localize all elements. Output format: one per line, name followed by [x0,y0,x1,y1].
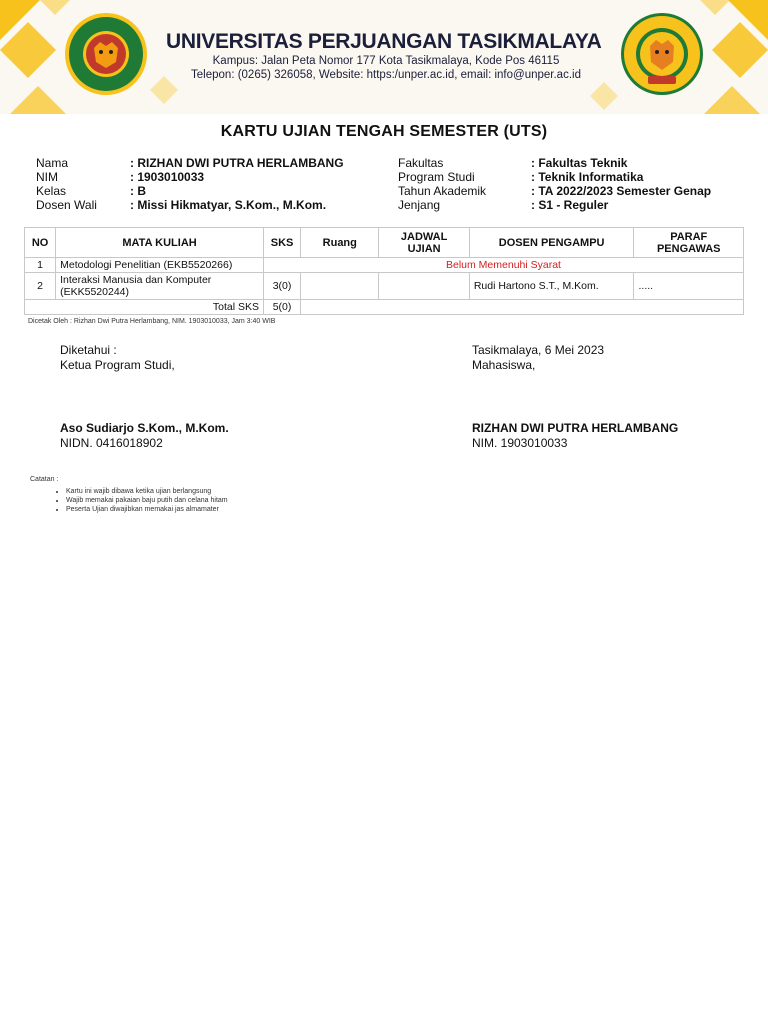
table-row [25,273,744,300]
total-row [25,300,744,315]
card-title: KARTU UJIAN TENGAH SEMESTER (UTS) [220,123,548,140]
header-mata-kuliah: MATA KULIAH [56,228,264,258]
info-value: : B [130,184,146,198]
eligibility-warning: Belum Memenuhi Syarat [263,258,743,273]
signature-left-heading [60,343,175,373]
header-sks: SKS [263,228,300,258]
note-item: • Peserta Ujian diwajibkan memakai jas almamater [66,505,228,514]
exam-course-table [24,227,744,315]
unper-logo [620,12,704,96]
sign-right-line2: Mahasiswa, [472,358,536,372]
signature-right-heading [472,343,604,373]
cell-mata-kuliah: Metodologi Penelitian (EKB5520266) [56,258,264,273]
table-row [25,258,744,273]
info-row-kelas [36,184,396,198]
notes-list [30,487,228,514]
header-dosen-pengampu: DOSEN PENGAMPU [469,228,634,258]
table-header-row [25,228,744,258]
info-value: : Fakultas Teknik [531,156,628,170]
total-row-empty [301,300,744,315]
university-address: Kampus: Jalan Peta Nomor 177 Kota Tasikmalaya, Kode Pos 46115 [212,55,560,67]
info-row-nim [36,170,396,184]
cell-paraf: ..... [634,273,744,300]
sign-left-line2: Ketua Program Studi, [60,358,175,372]
student-info-right [398,156,758,212]
total-sks-label: Total SKS [25,300,264,315]
cell-mata-kuliah: Interaksi Manusia dan Komputer (EKK5520244) [56,273,264,300]
sign-right-line1: Tasikmalaya, 6 Mei 2023 [472,343,605,357]
info-value: : 1903010033 [130,170,205,184]
info-label: Fakultas [398,156,444,170]
header-no: NO [25,228,56,258]
university-name: UNIVERSITAS PERJUANGAN TASIKMALAYA [166,30,602,53]
yayasan-siliwangi-logo [64,12,148,96]
university-contact: Telepon: (0265) 326058, Website: https:/unper.ac.id, email: info@unper.ac.id [191,69,581,81]
info-label: Dosen Wali [36,198,97,212]
header-paraf-pengawas: PARAF PENGAWAS [634,228,744,258]
cell-jadwal [379,273,469,300]
info-row-program-studi [398,170,758,184]
info-row-dosen-wali [36,198,396,212]
student-name: RIZHAN DWI PUTRA HERLAMBANG [472,421,679,435]
letterhead [0,0,768,114]
notes [30,475,228,514]
info-label: Tahun Akademik [398,184,487,198]
printed-by: Dicetak Oleh : Rizhan Dwi Putra Herlambang, NIM. 1903010033, Jam 3:40 WIB [28,318,276,325]
info-value: : Teknik Informatika [531,170,644,184]
info-row-fakultas [398,156,758,170]
sign-left-line1: Diketahui : [60,343,117,357]
info-value: : RIZHAN DWI PUTRA HERLAMBANG [130,156,344,170]
notes-title: Catatan : [30,476,59,483]
info-label: Jenjang [398,198,441,212]
cell-ruang [301,273,379,300]
info-row-tahun-akademik [398,184,758,198]
cell-sks: 3(0) [263,273,300,300]
note-item: • Wajib memakai pakaian baju putih dan celana hitam [66,496,228,505]
signature-left-name [60,421,229,451]
signature-right-name [472,421,678,451]
info-label: Program Studi [398,170,475,184]
info-label: Nama [36,156,69,170]
cell-no: 2 [25,273,56,300]
student-nim: NIM. 1903010033 [472,436,568,450]
kaprodi-nidn: NIDN. 0416018902 [60,436,163,450]
kaprodi-name: Aso Sudiarjo S.Kom., M.Kom. [60,421,229,435]
cell-dosen: Rudi Hartono S.T., M.Kom. [469,273,634,300]
info-label: NIM [36,170,58,184]
info-label: Kelas [36,184,67,198]
info-row-nama [36,156,396,170]
student-info-left [36,156,396,212]
info-value: : Missi Hikmatyar, S.Kom., M.Kom. [130,198,327,212]
header-jadwal-ujian: JADWAL UJIAN [379,228,469,258]
info-value: : S1 - Reguler [531,198,609,212]
info-value: : TA 2022/2023 Semester Genap [531,184,712,198]
info-row-jenjang [398,198,758,212]
header-ruang: Ruang [301,228,379,258]
note-item: • Kartu ini wajib dibawa ketika ujian berlangsung [66,487,228,496]
total-sks-value: 5(0) [263,300,300,315]
cell-no: 1 [25,258,56,273]
